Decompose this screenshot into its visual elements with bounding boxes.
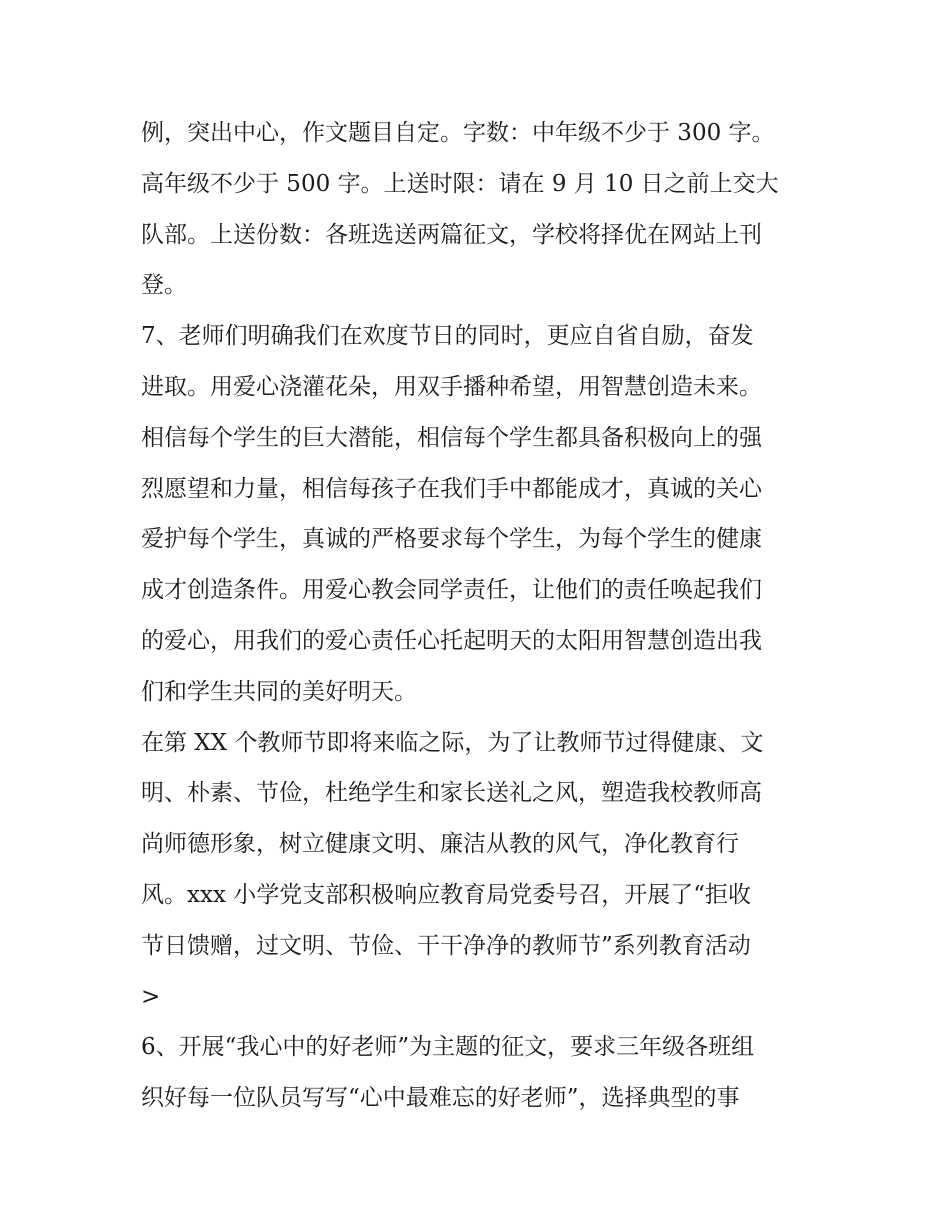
text-line: 们和学生共同的美好明天。 (141, 678, 417, 705)
text-line: 爱护每个学生，真诚的严格要求每个学生，为每个学生的健康 (141, 526, 762, 553)
text-line: 节日馈赠，过文明、节俭、干干净净的教师节”系列教育活动 (141, 932, 751, 959)
text-line: 高年级不少于 500 字。上送时限：请在 9 月 10 日之前上交大 (141, 170, 779, 197)
text-line: 尚师德形象，树立健康文明、廉洁从教的风气，净化教育行 (141, 831, 739, 858)
text-line: 成才创造条件。用爱心教会同学责任，让他们的责任唤起我们 (141, 577, 762, 604)
text-line: 登。 (141, 272, 187, 299)
text-line: 在第 XX 个教师节即将来临之际，为了让教师节过得健康、文 (141, 729, 764, 756)
text-line: 烈愿望和力量，相信每孩子在我们手中都能成才，真诚的关心 (141, 475, 762, 502)
text-line: 6、开展“我心中的好老师”为主题的征文，要求三年级各班组 (141, 1034, 755, 1061)
text-line: 风。xxx 小学党支部积极响应教育局党委号召，开展了“拒收 (141, 881, 751, 908)
text-line: 的爱心，用我们的爱心责任心托起明天的太阳用智慧创造出我 (141, 627, 762, 654)
text-line: 进取。用爱心浇灌花朵，用双手播种希望，用智慧创造未来。 (141, 373, 762, 400)
text-line: > (141, 983, 161, 1010)
text-line: 队部。上送份数：各班选送两篇征文，学校将择优在网站上刊 (141, 221, 762, 248)
text-line: 织好每一位队员写写“心中最难忘的好老师”，选择典型的事 (141, 1085, 740, 1112)
text-line: 7、老师们明确我们在欢度节日的同时，更应自省自励，奋发 (141, 323, 754, 350)
text-line: 例，突出中心，作文题目自定。字数：中年级不少于 300 字。 (141, 120, 775, 146)
text-line: 相信每个学生的巨大潜能，相信每个学生都具备积极向上的强 (141, 424, 762, 451)
document-body (141, 108, 821, 1124)
text-line: 明、朴素、节俭，杜绝学生和家长送礼之风，塑造我校教师高 (141, 780, 762, 807)
